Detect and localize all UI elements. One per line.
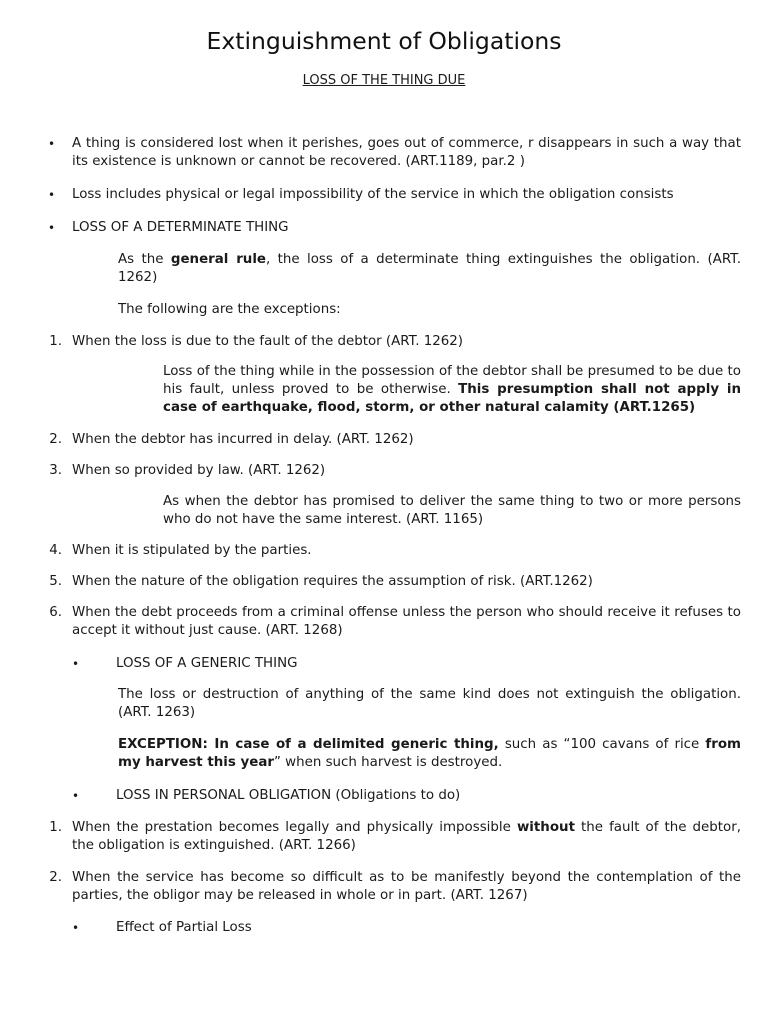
list-number: 1. xyxy=(49,820,62,835)
list-number: 3. xyxy=(49,463,62,478)
subheading-generic-thing: LOSS OF A GENERIC THING xyxy=(116,656,298,671)
list-item: Loss includes physical or legal impossibility of the service in which the obligation consists xyxy=(72,187,674,202)
list-item: When the service has become so difficult as to be manifestly beyond the contemplation of the parties, the obligor may be released in whole or in part. (ART. 1267) xyxy=(72,870,741,903)
bullet-marker: • xyxy=(48,221,56,235)
bullet-marker: • xyxy=(72,921,80,935)
bullet-marker: • xyxy=(72,657,80,671)
section-heading: LOSS OF THE THING DUE xyxy=(302,73,466,88)
page-title: Extinguishment of Obligations xyxy=(206,27,562,55)
paragraph-generic-rule: The loss or destruction of anything of the same kind does not extinguish the obligation. (ART. 1263) xyxy=(118,687,741,720)
subheading-partial-loss: Effect of Partial Loss xyxy=(116,920,252,935)
bullet-marker: • xyxy=(48,188,56,202)
list-item: When it is stipulated by the parties. xyxy=(72,543,312,558)
list-number: 5. xyxy=(49,574,62,589)
list-item: LOSS OF A DETERMINATE THING xyxy=(72,220,289,235)
list-item: When the debt proceeds from a criminal offense unless the person who should receive it refuses to accept it without just cause. (ART. 1268) xyxy=(72,605,741,638)
bullet-marker: • xyxy=(72,789,80,803)
list-number: 6. xyxy=(49,605,62,620)
list-item: When the prestation becomes legally and physically impossible without the fault of the debtor, the obligation is extinguished. (ART. 1266) xyxy=(72,820,741,853)
list-item: When the debtor has incurred in delay. (ART. 1262) xyxy=(72,432,414,447)
list-item: When so provided by law. (ART. 1262) xyxy=(72,463,326,478)
list-item: A thing is considered lost when it perishes, goes out of commerce, r disappears in such a way that its existence is unknown or cannot be recovered. (ART.1189, par.2 ) xyxy=(72,136,741,169)
paragraph-generic-exception: EXCEPTION: In case of a delimited generic thing, such as “100 cavans of rice from my harvest this year” when such harvest is destroyed. xyxy=(118,737,741,770)
list-number: 2. xyxy=(49,432,62,447)
list-item: When the nature of the obligation requires the assumption of risk. (ART.1262) xyxy=(72,574,593,589)
paragraph-general-rule: As the general rule, the loss of a determinate thing extinguishes the obligation. (ART. 1262) xyxy=(118,252,742,285)
paragraph-exceptions-intro: The following are the exceptions: xyxy=(118,302,341,317)
list-number: 4. xyxy=(49,543,62,558)
subheading-personal-obligation: LOSS IN PERSONAL OBLIGATION (Obligations to do) xyxy=(116,788,461,803)
list-item: When the loss is due to the fault of the debtor (ART. 1262) xyxy=(72,334,464,349)
paragraph-law-note: As when the debtor has promised to deliver the same thing to two or more persons who do not have the same interest. (ART. 1165) xyxy=(163,494,741,527)
list-number: 2. xyxy=(49,870,62,885)
paragraph-fault-note: Loss of the thing while in the possession of the debtor shall be presumed to be due to his fault, unless proved to be otherwise. This presumption shall not apply in case of earthquake, flood, storm, or other natural calamity (ART.1265) xyxy=(163,364,741,415)
list-number: 1. xyxy=(49,334,62,349)
bullet-marker: • xyxy=(48,137,56,151)
